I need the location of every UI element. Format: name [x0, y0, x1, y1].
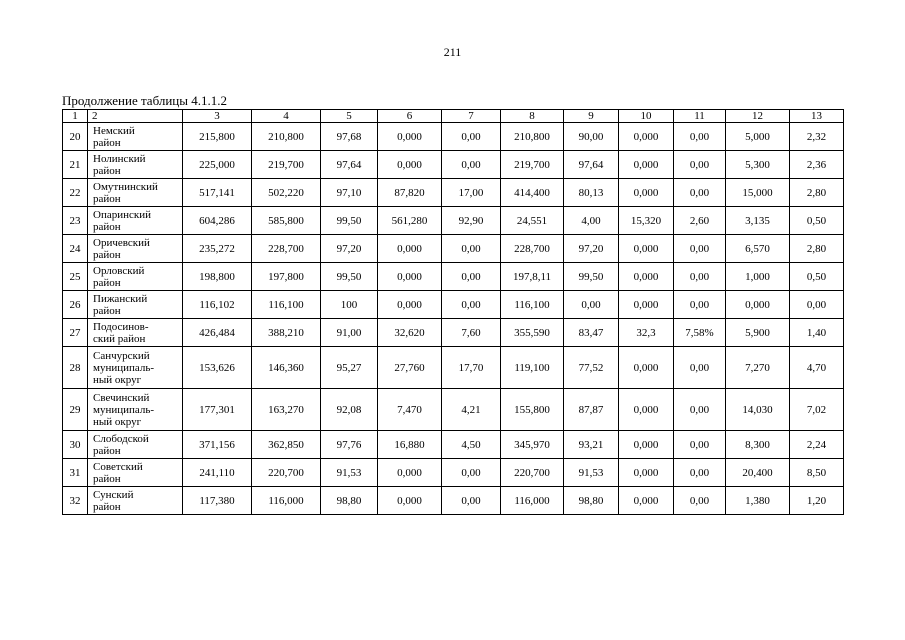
table-cell: 17,70 — [442, 347, 501, 389]
district-name-line: Пижанский — [93, 292, 148, 305]
table-cell: 77,52 — [564, 347, 619, 389]
table-cell: 116,000 — [252, 487, 321, 515]
table-cell: 1,380 — [726, 487, 790, 515]
table-cell: 0,00 — [442, 487, 501, 515]
table-cell: 0,00 — [442, 459, 501, 487]
table-cell: 7,02 — [790, 389, 844, 431]
table-cell: 0,00 — [674, 123, 726, 151]
col-header: 6 — [378, 110, 442, 123]
table-cell: 345,970 — [501, 431, 564, 459]
table-cell: 155,800 — [501, 389, 564, 431]
district-name-cell — [88, 179, 183, 207]
table-row — [63, 207, 844, 235]
table-cell: 220,700 — [501, 459, 564, 487]
table-cell: 502,220 — [252, 179, 321, 207]
table-cell: 100 — [321, 291, 378, 319]
table-cell: 90,00 — [564, 123, 619, 151]
table-cell: 0,00 — [442, 151, 501, 179]
table-cell: 2,32 — [790, 123, 844, 151]
col-header: 1 — [63, 110, 88, 123]
table-cell: 0,00 — [674, 291, 726, 319]
col-header: 3 — [183, 110, 252, 123]
table-cell: 0,00 — [674, 263, 726, 291]
table-cell: 117,380 — [183, 487, 252, 515]
district-name-line: Опаринский — [93, 208, 151, 221]
table-cell: 16,880 — [378, 431, 442, 459]
col-header: 5 — [321, 110, 378, 123]
table-cell: 0,000 — [619, 263, 674, 291]
table-cell: 116,100 — [501, 291, 564, 319]
page-number: 211 — [443, 45, 462, 59]
col-header: 8 — [501, 110, 564, 123]
district-name-cell — [88, 151, 183, 179]
table-cell: 116,100 — [252, 291, 321, 319]
table-cell: 0,000 — [726, 291, 790, 319]
table-cell: 87,87 — [564, 389, 619, 431]
table-body — [63, 123, 844, 515]
table-cell: 0,000 — [619, 235, 674, 263]
row-number-cell: 29 — [63, 389, 88, 431]
table-cell: 99,50 — [321, 207, 378, 235]
table-cell: 219,700 — [252, 151, 321, 179]
table-cell: 27,760 — [378, 347, 442, 389]
district-name-cell — [88, 207, 183, 235]
table-row — [63, 179, 844, 207]
table-cell: 1,20 — [790, 487, 844, 515]
table-cell: 98,80 — [564, 487, 619, 515]
table-cell: 241,110 — [183, 459, 252, 487]
table-cell: 153,626 — [183, 347, 252, 389]
table-cell: 92,90 — [442, 207, 501, 235]
table-cell: 0,000 — [619, 123, 674, 151]
table-cell: 225,000 — [183, 151, 252, 179]
table-cell: 198,800 — [183, 263, 252, 291]
table-cell: 8,300 — [726, 431, 790, 459]
table-cell: 0,00 — [674, 179, 726, 207]
table-cell: 0,00 — [790, 291, 844, 319]
district-name-cell — [88, 319, 183, 347]
table-cell: 426,484 — [183, 319, 252, 347]
row-number-cell: 30 — [63, 431, 88, 459]
district-name-cell — [88, 487, 183, 515]
table-cell: 0,000 — [619, 291, 674, 319]
table-cell: 97,64 — [321, 151, 378, 179]
table-cell: 0,000 — [378, 235, 442, 263]
table-cell: 7,60 — [442, 319, 501, 347]
district-name-cell — [88, 459, 183, 487]
table-cell: 2,80 — [790, 179, 844, 207]
table-cell: 228,700 — [252, 235, 321, 263]
table-cell: 235,272 — [183, 235, 252, 263]
table-cell: 517,141 — [183, 179, 252, 207]
table-cell: 228,700 — [501, 235, 564, 263]
district-name-line: Омутнинский — [93, 180, 158, 193]
district-name-line: ный округ — [93, 415, 142, 428]
table-cell: 5,000 — [726, 123, 790, 151]
district-name-line: Сунский — [93, 488, 134, 501]
row-number-cell: 32 — [63, 487, 88, 515]
table-row — [63, 151, 844, 179]
table-cell: 1,000 — [726, 263, 790, 291]
table-cell: 388,210 — [252, 319, 321, 347]
district-name-line: Оричевский — [93, 236, 150, 249]
table-row — [63, 291, 844, 319]
col-header: 2 — [88, 110, 183, 123]
table-cell: 371,156 — [183, 431, 252, 459]
table-cell: 116,000 — [501, 487, 564, 515]
table-cell: 0,00 — [674, 459, 726, 487]
table-cell: 561,280 — [378, 207, 442, 235]
table-cell: 414,400 — [501, 179, 564, 207]
header-row — [63, 110, 844, 123]
table-cell: 4,21 — [442, 389, 501, 431]
district-name-line: район — [93, 444, 121, 457]
table-row — [63, 431, 844, 459]
table-cell: 91,00 — [321, 319, 378, 347]
table-cell: 0,000 — [619, 459, 674, 487]
table-cell: 99,50 — [321, 263, 378, 291]
table-cell: 24,551 — [501, 207, 564, 235]
district-name-line: ский район — [93, 332, 146, 345]
table-cell: 17,00 — [442, 179, 501, 207]
table-cell: 98,80 — [321, 487, 378, 515]
table-cell: 220,700 — [252, 459, 321, 487]
table-cell: 0,000 — [378, 151, 442, 179]
table-cell: 97,20 — [564, 235, 619, 263]
table-cell: 177,301 — [183, 389, 252, 431]
row-number-cell: 22 — [63, 179, 88, 207]
district-name-line: Нолинский — [93, 152, 146, 165]
district-name-line: Санчурский — [93, 349, 150, 362]
row-number-cell: 26 — [63, 291, 88, 319]
table-cell: 83,47 — [564, 319, 619, 347]
table-cell: 0,000 — [619, 179, 674, 207]
table-cell: 0,000 — [619, 151, 674, 179]
district-name-line: муниципаль- — [93, 361, 155, 374]
table-cell: 15,000 — [726, 179, 790, 207]
data-table — [62, 109, 844, 515]
district-name-cell — [88, 123, 183, 151]
table-cell: 0,50 — [790, 207, 844, 235]
table-row — [63, 487, 844, 515]
district-name-cell — [88, 291, 183, 319]
table-cell: 146,360 — [252, 347, 321, 389]
table-cell: 95,27 — [321, 347, 378, 389]
table-cell: 2,36 — [790, 151, 844, 179]
table-cell: 97,20 — [321, 235, 378, 263]
table-cell: 15,320 — [619, 207, 674, 235]
table-row — [63, 123, 844, 151]
table-cell: 585,800 — [252, 207, 321, 235]
table-cell: 91,53 — [321, 459, 378, 487]
table-cell: 0,000 — [619, 389, 674, 431]
table-cell: 0,00 — [674, 431, 726, 459]
table-cell: 0,00 — [442, 123, 501, 151]
table-row — [63, 235, 844, 263]
district-name-line: Подосинов- — [93, 320, 149, 333]
table-cell: 0,00 — [674, 347, 726, 389]
table-cell: 8,50 — [790, 459, 844, 487]
table-cell: 87,820 — [378, 179, 442, 207]
row-number-cell: 24 — [63, 235, 88, 263]
col-header: 7 — [442, 110, 501, 123]
table-cell: 2,60 — [674, 207, 726, 235]
table-cell: 32,3 — [619, 319, 674, 347]
col-header: 4 — [252, 110, 321, 123]
col-header: 12 — [726, 110, 790, 123]
table-cell: 4,70 — [790, 347, 844, 389]
table-cell: 92,08 — [321, 389, 378, 431]
table-cell: 20,400 — [726, 459, 790, 487]
district-name-line: район — [93, 500, 121, 513]
district-name-line: ный округ — [93, 373, 142, 386]
table-cell: 119,100 — [501, 347, 564, 389]
district-name-cell — [88, 263, 183, 291]
table-cell: 1,40 — [790, 319, 844, 347]
table-cell: 604,286 — [183, 207, 252, 235]
table-cell: 3,135 — [726, 207, 790, 235]
district-name-line: Немский — [93, 124, 135, 137]
district-name-line: район — [93, 136, 121, 149]
row-number-cell: 28 — [63, 347, 88, 389]
table-row — [63, 263, 844, 291]
table-cell: 197,8,11 — [501, 263, 564, 291]
table-cell: 0,000 — [378, 263, 442, 291]
table-cell: 99,50 — [564, 263, 619, 291]
table-cell: 210,800 — [501, 123, 564, 151]
district-name-line: Советский — [93, 460, 143, 473]
table-row — [63, 459, 844, 487]
district-name-line: Орловский — [93, 264, 145, 277]
table-caption: Продолжение таблицы 4.1.1.2 — [62, 93, 227, 108]
table-cell: 0,00 — [442, 291, 501, 319]
col-header: 9 — [564, 110, 619, 123]
table-cell: 7,470 — [378, 389, 442, 431]
table-cell: 4,50 — [442, 431, 501, 459]
table-cell: 0,00 — [674, 235, 726, 263]
table-cell: 355,590 — [501, 319, 564, 347]
district-name-line: район — [93, 248, 121, 261]
district-name-cell — [88, 347, 183, 389]
table-cell: 7,270 — [726, 347, 790, 389]
table-cell: 0,00 — [674, 487, 726, 515]
table-cell: 5,300 — [726, 151, 790, 179]
table-cell: 5,900 — [726, 319, 790, 347]
table-cell: 0,000 — [378, 459, 442, 487]
district-name-line: Слободской — [93, 432, 149, 445]
district-name-line: район — [93, 192, 121, 205]
table-cell: 0,50 — [790, 263, 844, 291]
col-header: 10 — [619, 110, 674, 123]
district-name-line: район — [93, 304, 121, 317]
table-cell: 0,000 — [378, 487, 442, 515]
table-cell: 163,270 — [252, 389, 321, 431]
table-row — [63, 389, 844, 431]
table-cell: 215,800 — [183, 123, 252, 151]
table-cell: 0,000 — [378, 291, 442, 319]
table-cell: 219,700 — [501, 151, 564, 179]
col-header: 13 — [790, 110, 844, 123]
table-cell: 4,00 — [564, 207, 619, 235]
district-name-cell — [88, 389, 183, 431]
table-cell: 32,620 — [378, 319, 442, 347]
table-cell: 97,76 — [321, 431, 378, 459]
table-cell: 0,000 — [378, 123, 442, 151]
table-cell: 0,00 — [442, 235, 501, 263]
table-cell: 0,00 — [674, 151, 726, 179]
table-cell: 93,21 — [564, 431, 619, 459]
table-cell: 0,00 — [564, 291, 619, 319]
district-name-line: Свечинский — [93, 391, 150, 404]
table-cell: 14,030 — [726, 389, 790, 431]
table-cell: 0,000 — [619, 431, 674, 459]
table-cell: 80,13 — [564, 179, 619, 207]
table-cell: 97,68 — [321, 123, 378, 151]
table-cell: 362,850 — [252, 431, 321, 459]
col-header: 11 — [674, 110, 726, 123]
row-number-cell: 25 — [63, 263, 88, 291]
row-number-cell: 31 — [63, 459, 88, 487]
table-cell: 2,24 — [790, 431, 844, 459]
row-number-cell: 23 — [63, 207, 88, 235]
district-name-line: район — [93, 472, 121, 485]
table-cell: 0,00 — [674, 389, 726, 431]
district-name-line: муниципаль- — [93, 403, 155, 416]
district-name-cell — [88, 431, 183, 459]
table-cell: 7,58% — [674, 319, 726, 347]
row-number-cell: 20 — [63, 123, 88, 151]
district-name-line: район — [93, 276, 121, 289]
table-cell: 116,102 — [183, 291, 252, 319]
table-row — [63, 347, 844, 389]
table-cell: 0,00 — [442, 263, 501, 291]
table-cell: 97,10 — [321, 179, 378, 207]
row-number-cell: 27 — [63, 319, 88, 347]
table-cell: 6,570 — [726, 235, 790, 263]
table-cell: 91,53 — [564, 459, 619, 487]
table-row — [63, 319, 844, 347]
table-cell: 0,000 — [619, 347, 674, 389]
district-name-line: район — [93, 164, 121, 177]
row-number-cell: 21 — [63, 151, 88, 179]
table-cell: 0,000 — [619, 487, 674, 515]
table-cell: 2,80 — [790, 235, 844, 263]
district-name-line: район — [93, 220, 121, 233]
table-cell: 210,800 — [252, 123, 321, 151]
table-cell: 97,64 — [564, 151, 619, 179]
table-cell: 197,800 — [252, 263, 321, 291]
district-name-cell — [88, 235, 183, 263]
